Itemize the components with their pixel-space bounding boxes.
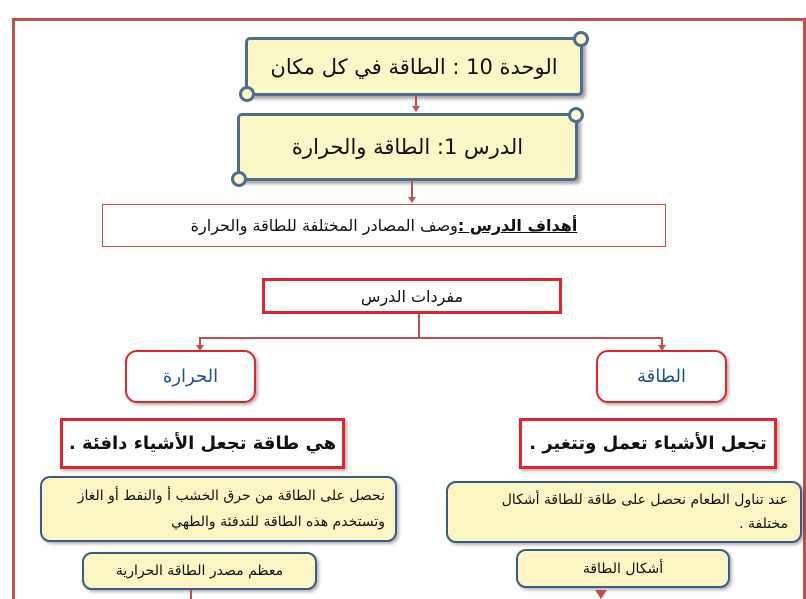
vocabulary-header [262, 278, 562, 314]
heat-main-source-text: معظم مصدر الطاقة الحرارية [115, 563, 284, 579]
connector-unit-lesson-arrow [412, 106, 420, 112]
connector-lesson-objectives [411, 181, 413, 198]
heat-title-text: الحرارة [162, 366, 219, 387]
energy-title-text: الطاقة [637, 366, 686, 387]
energy-forms [516, 549, 730, 588]
lesson-title-text: الدرس 1: الطاقة والحرارة [291, 135, 524, 159]
connector-vocab-down [418, 314, 420, 338]
energy-definition [519, 418, 777, 469]
connector-branch-horizontal [199, 337, 663, 339]
heat-sources [40, 476, 397, 542]
heat-sources-text: نحصل على الطاقة من حرق الخشب أ والنفط أو الغاز وتستخدم هذه الطاقة للتدفئة والطهي [77, 488, 385, 530]
vocabulary-header-text: مفردات الدرس [360, 286, 464, 306]
lesson-title [237, 113, 578, 181]
heat-main-source [82, 552, 317, 590]
unit-title-text: الوحدة 10 : الطاقة في كل مكان [270, 54, 558, 79]
connector-heat-main-source-down [190, 590, 192, 599]
energy-definition-text: تجعل الأشياء تعمل وتتغير . [529, 433, 767, 454]
objectives-label: أهداف الدرس : [457, 216, 578, 235]
heat-definition-text: هي طاقة تجعل الأشياء دافئة . [68, 433, 337, 454]
page-frame-left [12, 18, 15, 599]
energy-title [596, 350, 727, 403]
page-frame-top [12, 18, 806, 21]
objectives-text: وصف المصادر المختلفة للطاقة والحرارة [190, 216, 458, 235]
energy-forms-text: أشكال الطاقة [582, 560, 664, 577]
heat-title [125, 350, 256, 403]
heat-definition [60, 418, 345, 469]
unit-title [245, 37, 583, 96]
connector-lesson-objectives-arrow [408, 197, 416, 203]
lesson-objectives [102, 204, 666, 247]
energy-forms-down-arrow [595, 590, 607, 599]
energy-food-text: عند تناول الطعام نحصل على طاقة للطاقة أشكال مختلفة . [501, 492, 788, 532]
energy-food [446, 481, 802, 543]
